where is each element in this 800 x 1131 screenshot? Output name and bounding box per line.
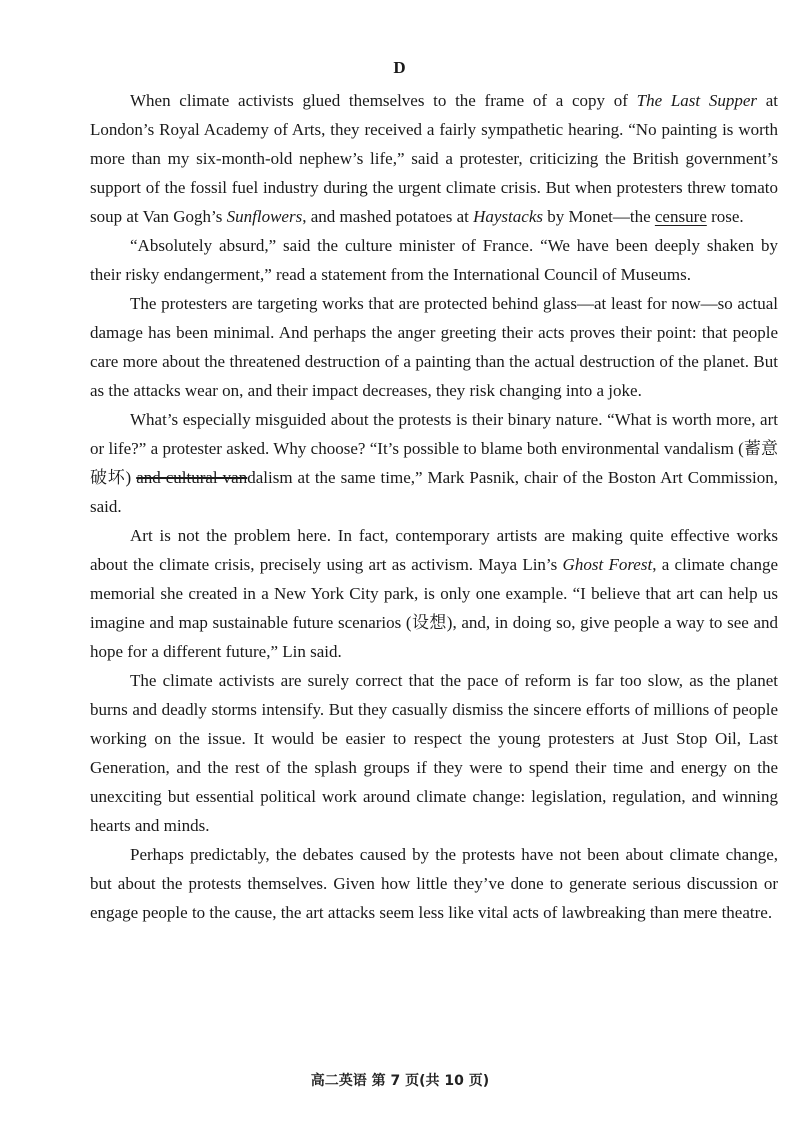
paragraph-1-text-a: When climate activists glued themselves to the frame of a copy of <box>130 91 637 110</box>
artwork-title-sunflowers: Sunflowers <box>226 207 303 226</box>
underlined-word-censure: censure <box>654 207 707 226</box>
paragraph-4-text-b: dalism at the same time,” Mark Pasnik, chair of the Boston Art Commission, said. <box>90 468 779 516</box>
paragraph-1-text-c: , and mashed potatoes at <box>302 207 474 226</box>
paragraph-4-text-a: What’s especially misguided about the protests is their binary nature. “What is worth more, art or life?” a protester asked. Why choose? “It’s possible to blame both environmental vandalism (蓄意破坏) <box>90 410 778 487</box>
paragraph-1-text-b: at London’s Royal Academy of Arts, they received a fairly sympathetic hearing. “No painting is worth more than my six-month-old nephew’s life,” said a protester, criticizing the British government’s support of the fossil fuel industry during the urgent climate crisis. But when protesters threw tomato soup at Van Gogh’s <box>90 91 778 226</box>
paragraph-6: The climate activists are surely correct that the pace of reform is far too slow, as the planet burns and deadly storms intensify. But they casually dismiss the sincere efforts of millions of people working on the issue. It would be easier to respect the young protesters at Just Stop Oil, Last Generation, and the rest of the splash groups if they were to spend their time and energy on the unexciting but essential political work around climate change: legislation, regulation, and winning hearts and minds. <box>90 671 778 835</box>
paragraph-5-text-b: , a climate change memorial she created in a New York City park, is only one example. “I believe that art can help us imagine and map sustainable future scenarios (设想), and, in doing so, give people a way to see and hope for a different future,” Lin said. <box>90 555 778 661</box>
paragraph-1-text-d: by Monet—the <box>542 207 655 226</box>
artwork-title-ghost-forest: Ghost Forest <box>562 555 653 574</box>
page-footer: 高二英语 第 7 页(共 10 页) <box>310 1073 490 1089</box>
paragraph-7: Perhaps predictably, the debates caused by the protests have not been about climate change, but about the protests themselves. Given how little they’ve done to generate serious discussion or engage people to the cause, the art attacks seem less like vital acts of lawbreaking than mere theatre. <box>90 845 778 922</box>
paragraph-5-text-a: Art is not the problem here. In fact, contemporary artists are making quite effective works about the climate crisis, precisely using art as activism. Maya Lin’s <box>90 526 778 574</box>
paragraph-4 <box>90 405 778 521</box>
artwork-title-haystacks: Haystacks <box>473 207 543 226</box>
paragraph-5 <box>90 521 778 666</box>
artwork-title-last-supper: The Last Supper <box>636 91 758 110</box>
paragraph-3: The protesters are targeting works that are protected behind glass—at least for now—so actual damage has been minimal. And perhaps the anger greeting their acts proves their point: that people care more about the threatened destruction of a painting than the actual destruction of the planet. But as the attacks wear on, and their impact decreases, they risk changing into a joke. <box>90 294 778 400</box>
section-heading: D <box>393 58 407 77</box>
paragraph-1 <box>90 86 778 231</box>
struck-through-text: and cultural van <box>136 468 248 487</box>
paragraph-1-text-e: rose. <box>706 207 744 226</box>
passage-body <box>90 86 778 927</box>
paragraph-2: “Absolutely absurd,” said the culture minister of France. “We have been deeply shaken by their risky endangerment,” read a statement from the International Council of Museums. <box>90 236 778 284</box>
